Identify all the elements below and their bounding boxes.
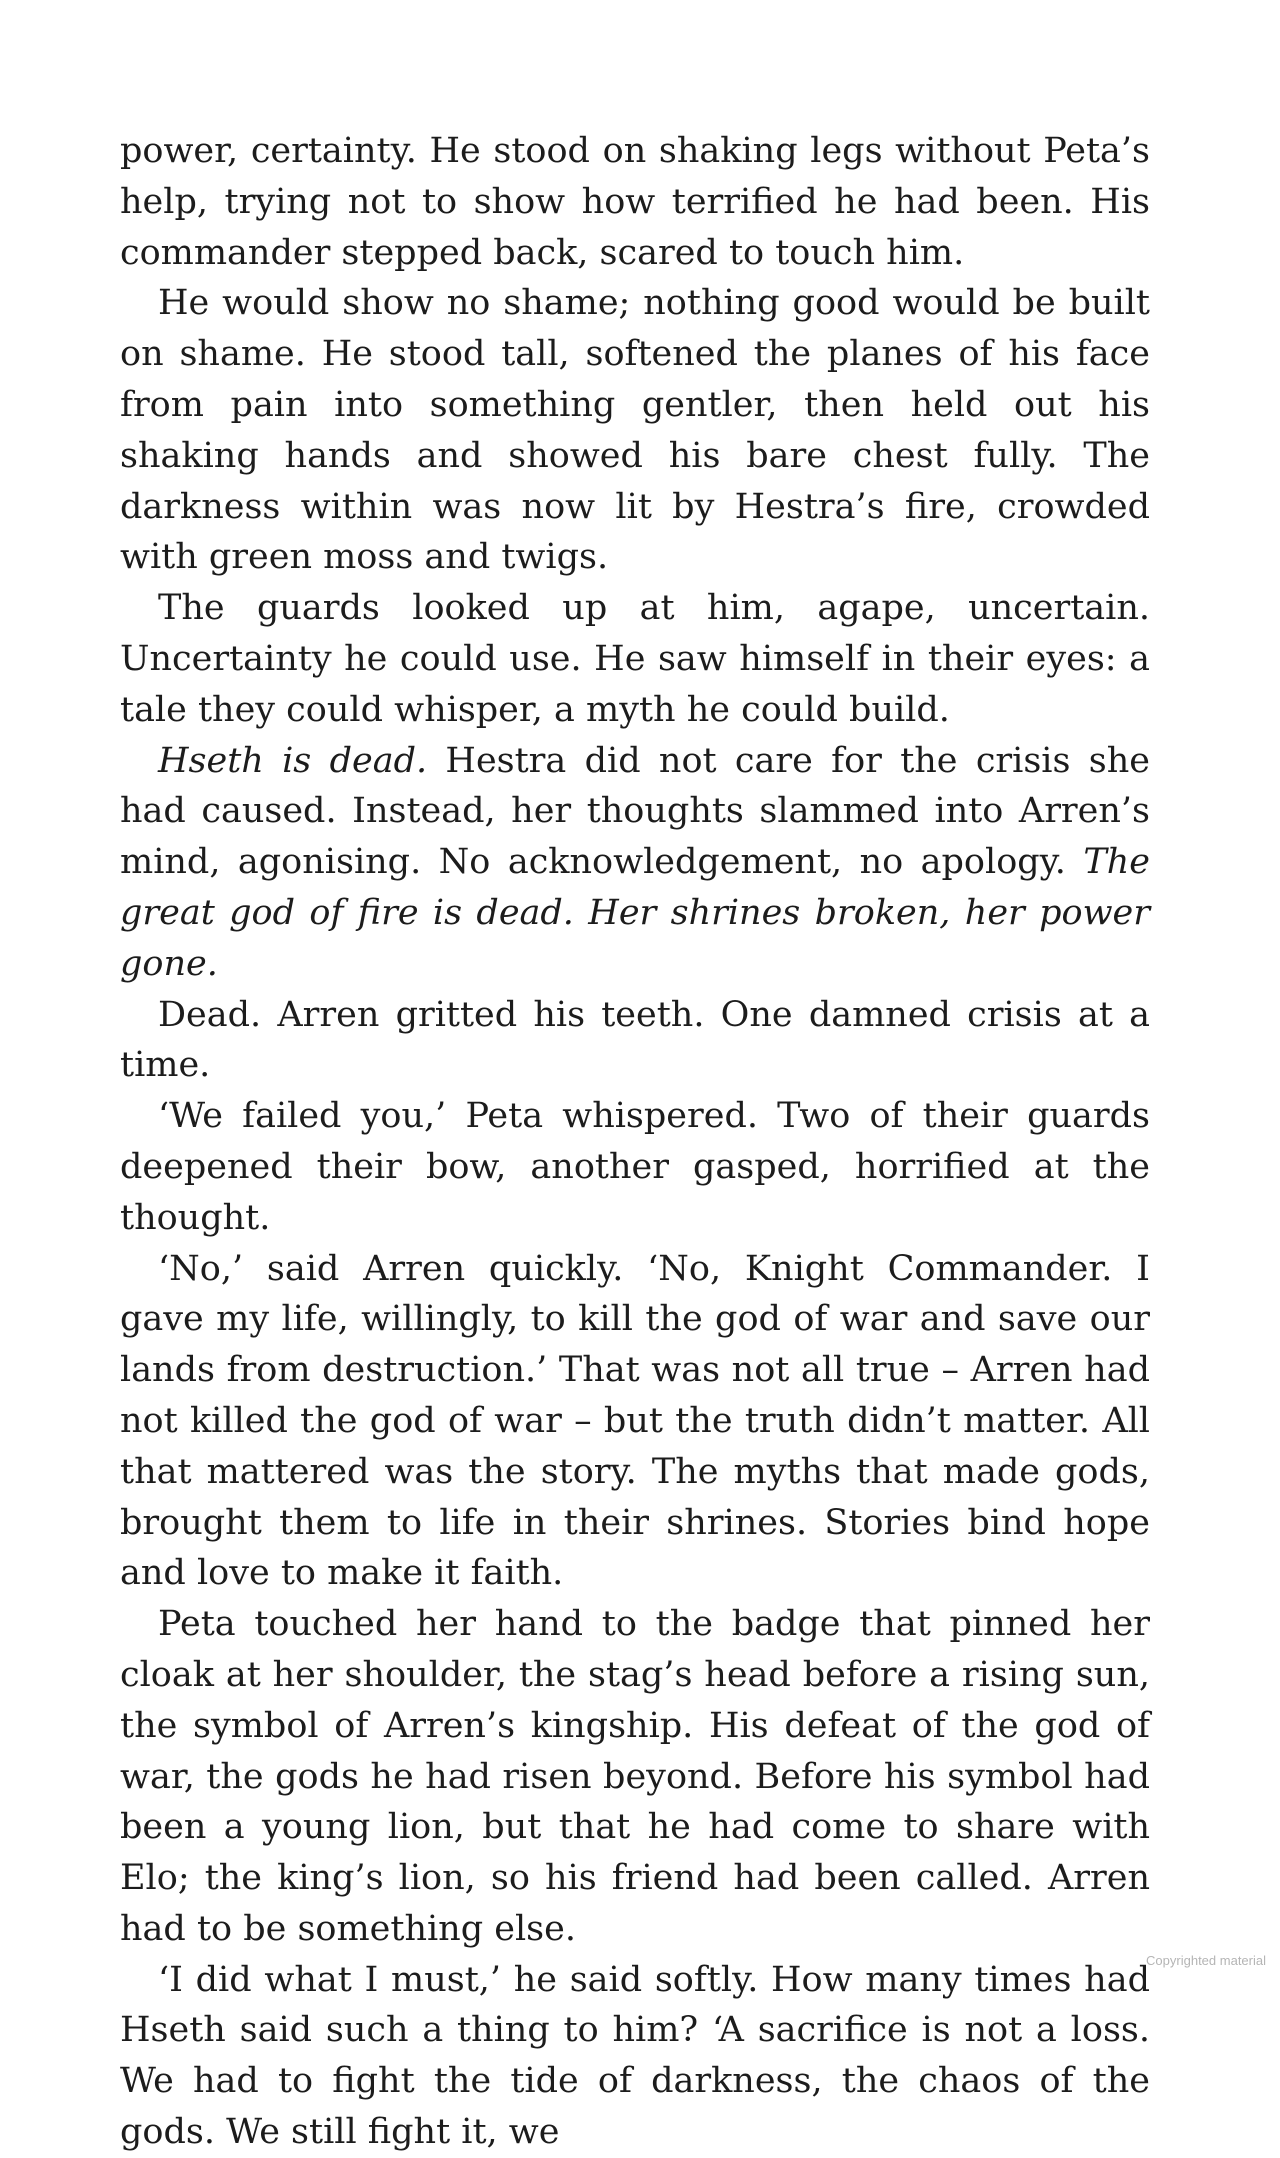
text-run: Peta touched her hand to the badge that pinned her cloak at her shoulder, the stag’s head before a rising sun, the symbol of Arren’s kingship. His defeat of the god of war, the gods he had risen beyond. Before his symbol had been a young lion, but that he had come to share with Elo; the king’s lion, so his friend had been called. Arren had to be something else.	[120, 1604, 1150, 1949]
text-run: ‘I did what I must,’ he said softly. How many times had Hseth said such a thing to him? ‘A sacrifice is not a loss. We had to fight the tide of darkness, the chaos of the gods. We still fight it, we	[120, 1959, 1150, 2153]
text-run: Dead. Arren gritted his teeth. One damned crisis at a time.	[120, 994, 1150, 1086]
paragraph	[120, 126, 1150, 278]
text-run: power, certainty. He stood on shaking legs without Peta’s help, trying not to show how terrified he had been. His commander stepped back, scared to touch him.	[120, 131, 1150, 273]
italic-text: Hseth is dead.	[158, 740, 428, 781]
text-run: The guards looked up at him, agape, uncertain. Uncertainty he could use. He saw himself in their eyes: a tale they could whisper, a myth he could build.	[120, 588, 1150, 730]
paragraph	[120, 278, 1150, 583]
paragraph	[120, 1091, 1150, 1243]
text-run: He would show no shame; nothing good would be built on shame. He stood tall, softened the planes of his face from pain into something gentler, then held out his shaking hands and showed his bare chest fully. The darkness within was now lit by Hestra’s fire, crowded with green moss and twigs.	[120, 283, 1150, 578]
paragraph	[120, 1244, 1150, 1600]
text-run: Hestra did not care for the crisis she had caused. Instead, her thoughts slammed into Arren’s mind, agonising. No acknowledgement, no apology.	[120, 740, 1150, 883]
book-page-text	[120, 126, 1150, 2158]
paragraph	[120, 583, 1150, 735]
paragraph	[120, 1599, 1150, 1955]
copyright-watermark: Copyrighted material	[1146, 1953, 1266, 1968]
italic-text: The great god of fire is dead. Her shrines broken, her power gone.	[120, 842, 1150, 984]
paragraph	[120, 1955, 1150, 2158]
text-run: ‘No,’ said Arren quickly. ‘No, Knight Commander. I gave my life, willingly, to kill the god of war and save our lands from destruction.’ That was not all true – Arren had not killed the god of war – but the truth didn’t matter. All that mattered was the story. The myths that made gods, brought them to life in their shrines. Stories bind hope and love to make it faith.	[120, 1248, 1150, 1594]
text-run: ‘We failed you,’ Peta whispered. Two of their guards deepened their bow, another gasped, horrified at the thought.	[120, 1096, 1150, 1238]
paragraph	[120, 990, 1150, 1092]
paragraph	[120, 736, 1150, 990]
